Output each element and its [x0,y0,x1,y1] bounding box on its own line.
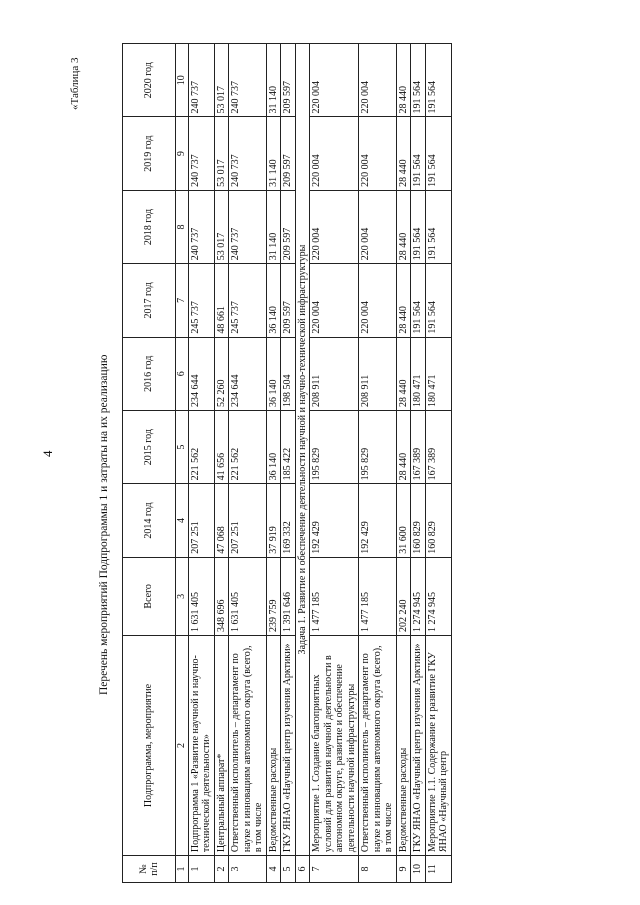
column-index: 4 [176,484,189,557]
row-value: 220 004 [359,44,397,117]
row-number: 10 [411,856,426,883]
row-value: 37 919 [266,484,281,557]
row-name: Ведомственные расходы [396,635,411,855]
table-row [310,44,359,883]
table-header-row [123,44,176,883]
column-index: 5 [176,410,189,483]
column-index: 3 [176,557,189,635]
row-value: 53 017 [214,44,229,117]
row-value: 31 140 [266,44,281,117]
row-value: 191 564 [425,117,451,190]
row-value: 240 737 [188,190,214,263]
row-value: 192 429 [310,484,359,557]
table-row [425,44,451,883]
row-value: 160 829 [411,484,426,557]
row-name: Ведомственные расходы [266,635,281,855]
row-value: 31 140 [266,117,281,190]
row-name: Мероприятие 1.1. Содержание и развитие ГКУ ЯНАО «Научный центр [425,635,451,855]
row-name: Центральный аппарат* [214,635,229,855]
page-number: 4 [40,450,55,457]
row-number: 6 [295,856,310,883]
row-value: 191 564 [411,190,426,263]
row-value: 240 737 [229,44,267,117]
row-value: 1 274 945 [425,557,451,635]
row-value: 1 477 185 [359,557,397,635]
table-row [266,44,281,883]
row-value: 195 829 [359,410,397,483]
table-row [411,44,426,883]
row-value: 220 004 [310,117,359,190]
row-value: 195 829 [310,410,359,483]
row-value: 207 251 [188,484,214,557]
row-value: 198 504 [281,337,296,410]
row-value: 31 600 [396,484,411,557]
row-value: 47 068 [214,484,229,557]
row-value: 209 597 [281,190,296,263]
row-value: 180 471 [425,337,451,410]
row-value: 52 260 [214,337,229,410]
column-header: № п/п [123,856,176,883]
row-number: 7 [310,856,359,883]
row-number: 4 [266,856,281,883]
row-value: 208 911 [359,337,397,410]
task-heading: Задача 1. Развитие и обеспечение деятельности научной и научно-технической инфраструктуры [295,44,310,856]
row-value: 169 332 [281,484,296,557]
row-value: 192 429 [359,484,397,557]
row-name: Ответственный исполнитель – департамент по науке и инновациям автономного округа (всего), в том числе [359,635,397,855]
row-value: 31 140 [266,190,281,263]
expenses-table [122,43,452,883]
row-value: 36 140 [266,410,281,483]
row-value: 1 631 405 [188,557,214,635]
row-value: 28 440 [396,264,411,337]
table-title: Перечень мероприятий Подпрограммы 1 и затраты на их реализацию [98,354,110,695]
row-value: 53 017 [214,117,229,190]
row-value: 36 140 [266,337,281,410]
column-index: 2 [176,635,189,855]
row-value: 220 004 [310,264,359,337]
column-header: 2016 год [123,337,176,410]
column-header: 2018 год [123,190,176,263]
row-name: Ответственный исполнитель – департамент по науке и инновациям автономного округа (всего), в том числе [229,635,267,855]
row-value: 191 564 [425,44,451,117]
row-value: 221 562 [229,410,267,483]
column-header: Всего [123,557,176,635]
row-value: 191 564 [425,264,451,337]
column-index-row [176,44,189,883]
row-value: 234 644 [188,337,214,410]
row-value: 240 737 [188,117,214,190]
row-value: 191 564 [411,44,426,117]
row-value: 1 391 646 [281,557,296,635]
row-value: 53 017 [214,190,229,263]
column-header: 2019 год [123,117,176,190]
row-number: 9 [396,856,411,883]
row-value: 41 656 [214,410,229,483]
column-index: 9 [176,117,189,190]
row-name: Мероприятие 1. Создание благоприятных условий для развития научной деятельности в автономном округе, развитие и обеспечение деятельности научной инфраструктуры [310,635,359,855]
row-name: Подпрограмма 1 «Развитие научной и научно-технической деятельности» [188,635,214,855]
row-value: 1 631 405 [229,557,267,635]
row-value: 48 661 [214,264,229,337]
row-value: 167 389 [425,410,451,483]
row-value: 220 004 [310,44,359,117]
row-value: 28 440 [396,337,411,410]
table-row [188,44,214,883]
row-value: 234 644 [229,337,267,410]
row-value: 208 911 [310,337,359,410]
row-value: 191 564 [425,190,451,263]
row-value: 28 440 [396,190,411,263]
row-value: 28 440 [396,410,411,483]
row-value: 180 471 [411,337,426,410]
column-header: 2015 год [123,410,176,483]
row-value: 167 389 [411,410,426,483]
row-value: 160 829 [425,484,451,557]
table-row [359,44,397,883]
row-number: 2 [214,856,229,883]
row-value: 209 597 [281,117,296,190]
row-value: 185 422 [281,410,296,483]
row-number: 3 [229,856,267,883]
column-index: 7 [176,264,189,337]
row-value: 220 004 [359,117,397,190]
row-value: 28 440 [396,44,411,117]
row-value: 220 004 [359,190,397,263]
row-value: 191 564 [411,117,426,190]
row-value: 240 737 [229,117,267,190]
column-header: 2014 год [123,484,176,557]
row-value: 221 562 [188,410,214,483]
table-row [281,44,296,883]
row-number: 5 [281,856,296,883]
column-header: Подпрограмма, мероприятие [123,635,176,855]
column-header: 2017 год [123,264,176,337]
table-label: «Таблица 3 [69,57,81,110]
row-number: 11 [425,856,451,883]
table-row [214,44,229,883]
row-value: 191 564 [411,264,426,337]
row-value: 202 240 [396,557,411,635]
table-row [295,44,310,883]
column-index: 8 [176,190,189,263]
row-number: 1 [188,856,214,883]
row-value: 245 737 [188,264,214,337]
row-value: 207 251 [229,484,267,557]
row-value: 1 477 185 [310,557,359,635]
column-index: 6 [176,337,189,410]
column-index: 10 [176,44,189,117]
row-name: ГКУ ЯНАО «Научный центр изучения Арктики» [281,635,296,855]
row-value: 209 597 [281,264,296,337]
row-value: 220 004 [359,264,397,337]
table-row [396,44,411,883]
row-value: 28 440 [396,117,411,190]
row-value: 209 597 [281,44,296,117]
row-value: 1 274 945 [411,557,426,635]
row-value: 245 737 [229,264,267,337]
row-value: 240 737 [188,44,214,117]
row-value: 240 737 [229,190,267,263]
row-value: 239 759 [266,557,281,635]
table-row [229,44,267,883]
row-value: 220 004 [310,190,359,263]
column-header: 2020 год [123,44,176,117]
row-number: 8 [359,856,397,883]
row-name: ГКУ ЯНАО «Научный центр изучения Арктики» [411,635,426,855]
column-index: 1 [176,856,189,883]
row-value: 36 140 [266,264,281,337]
table-body [188,44,451,883]
row-value: 348 696 [214,557,229,635]
